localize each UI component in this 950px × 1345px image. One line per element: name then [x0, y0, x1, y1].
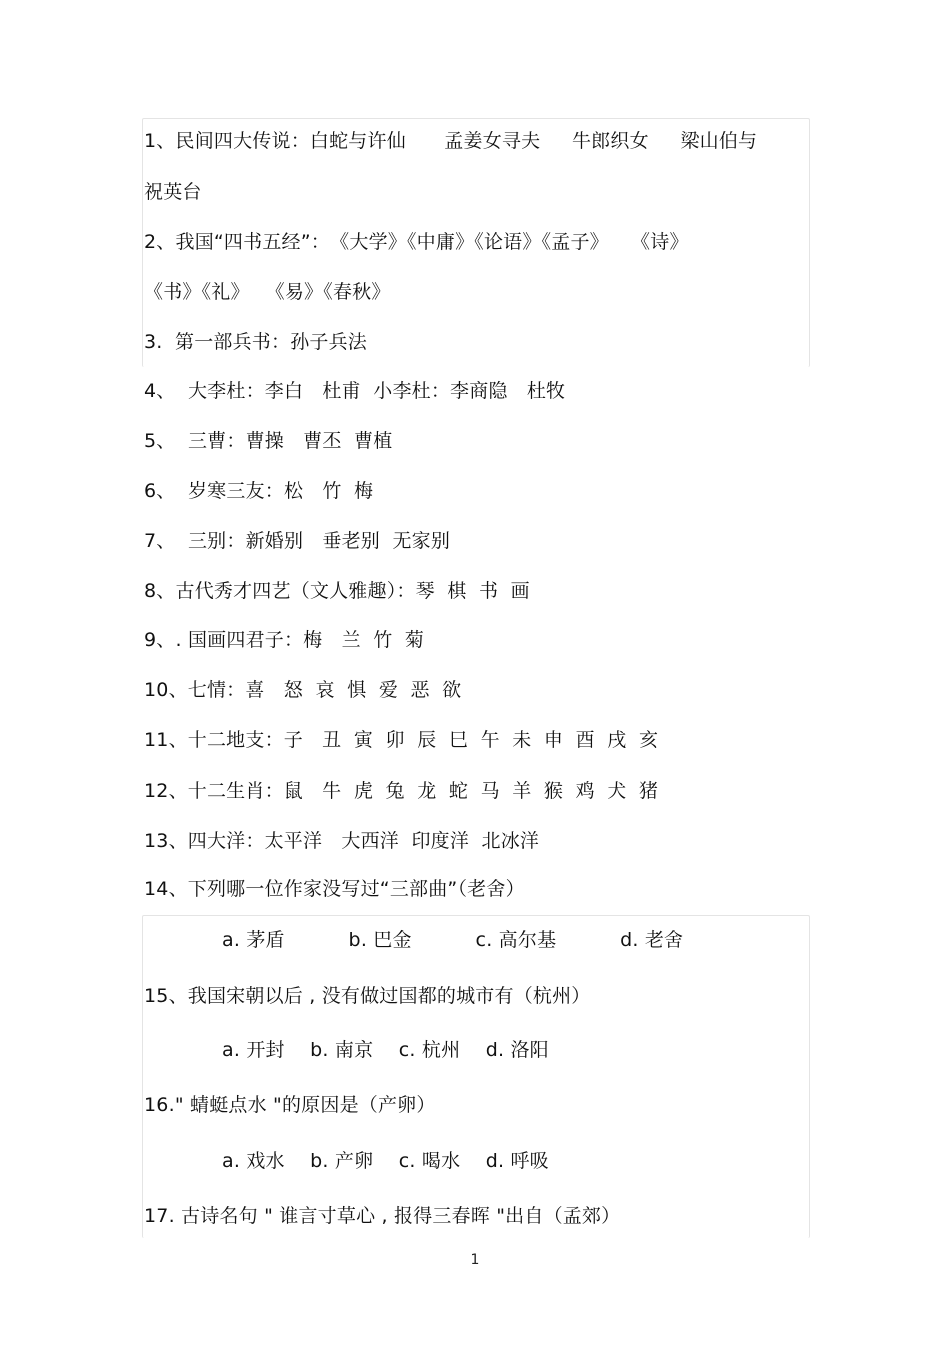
- page-number: 1: [470, 1252, 480, 1268]
- content-frame-bottom: [142, 915, 810, 1238]
- text-line-17: 15、我国宋朝以后 , 没有做过国都的城市有（杭州）: [144, 985, 591, 1007]
- text-line-14: 12、十二生肖：鼠 牛 虎 兔 龙 蛇 马 羊 猴 鸡 犬 猪: [144, 780, 659, 802]
- text-line-12: 10、七情：喜 怒 哀 惧 爱 恶 欲: [144, 679, 462, 701]
- answer-options-15: a. 开封 b. 南京 c. 杭州 d. 洛阳: [222, 1039, 549, 1061]
- text-line-1: 1、民间四大传说：白蛇与许仙 孟姜女寻夫 牛郎织女 梁山伯与: [144, 130, 758, 152]
- text-line-10: 8、古代秀才四艺（文人雅趣）：琴 棋 书 画: [144, 580, 530, 602]
- text-line-7: 5、 三曹：曹操 曹丕 曹植: [144, 430, 393, 452]
- text-line-11: 9、. 国画四君子：梅 兰 竹 菊: [144, 629, 425, 651]
- answer-options-14: a. 茅盾 b. 巴金 c. 高尔基 d. 老舍: [222, 929, 684, 951]
- text-line-19: 17. 古诗名句 " 谁言寸草心 , 报得三春晖 "出自（孟郊）: [144, 1205, 621, 1227]
- text-line-15: 13、四大洋：太平洋 大西洋 印度洋 北冰洋: [144, 830, 540, 852]
- text-line-13: 11、十二地支：子 丑 寅 卯 辰 巳 午 未 申 酉 戌 亥: [144, 729, 659, 751]
- text-line-9: 7、 三别：新婚别 垂老别 无家别: [144, 530, 451, 552]
- text-line-16: 14、下列哪一位作家没写过“三部曲”（老舍）: [144, 878, 525, 900]
- text-line-18: 16." 蜻蜓点水 "的原因是（产卵）: [144, 1094, 436, 1116]
- text-line-3: 2、我国“四书五经”： 《大学》《中庸》《论语》《孟子》 《诗》: [144, 231, 689, 253]
- text-line-6: 4、 大李杜：李白 杜甫 小李杜：李商隐 杜牧: [144, 380, 566, 402]
- text-line-8: 6、 岁寒三友：松 竹 梅: [144, 480, 374, 502]
- text-line-2: 祝英台: [144, 181, 202, 203]
- text-line-4: 《书》《礼》 《易》《春秋》: [144, 281, 391, 303]
- answer-options-16: a. 戏水 b. 产卵 c. 喝水 d. 呼吸: [222, 1150, 549, 1172]
- text-line-5: 3. 第一部兵书：孙子兵法: [144, 331, 368, 353]
